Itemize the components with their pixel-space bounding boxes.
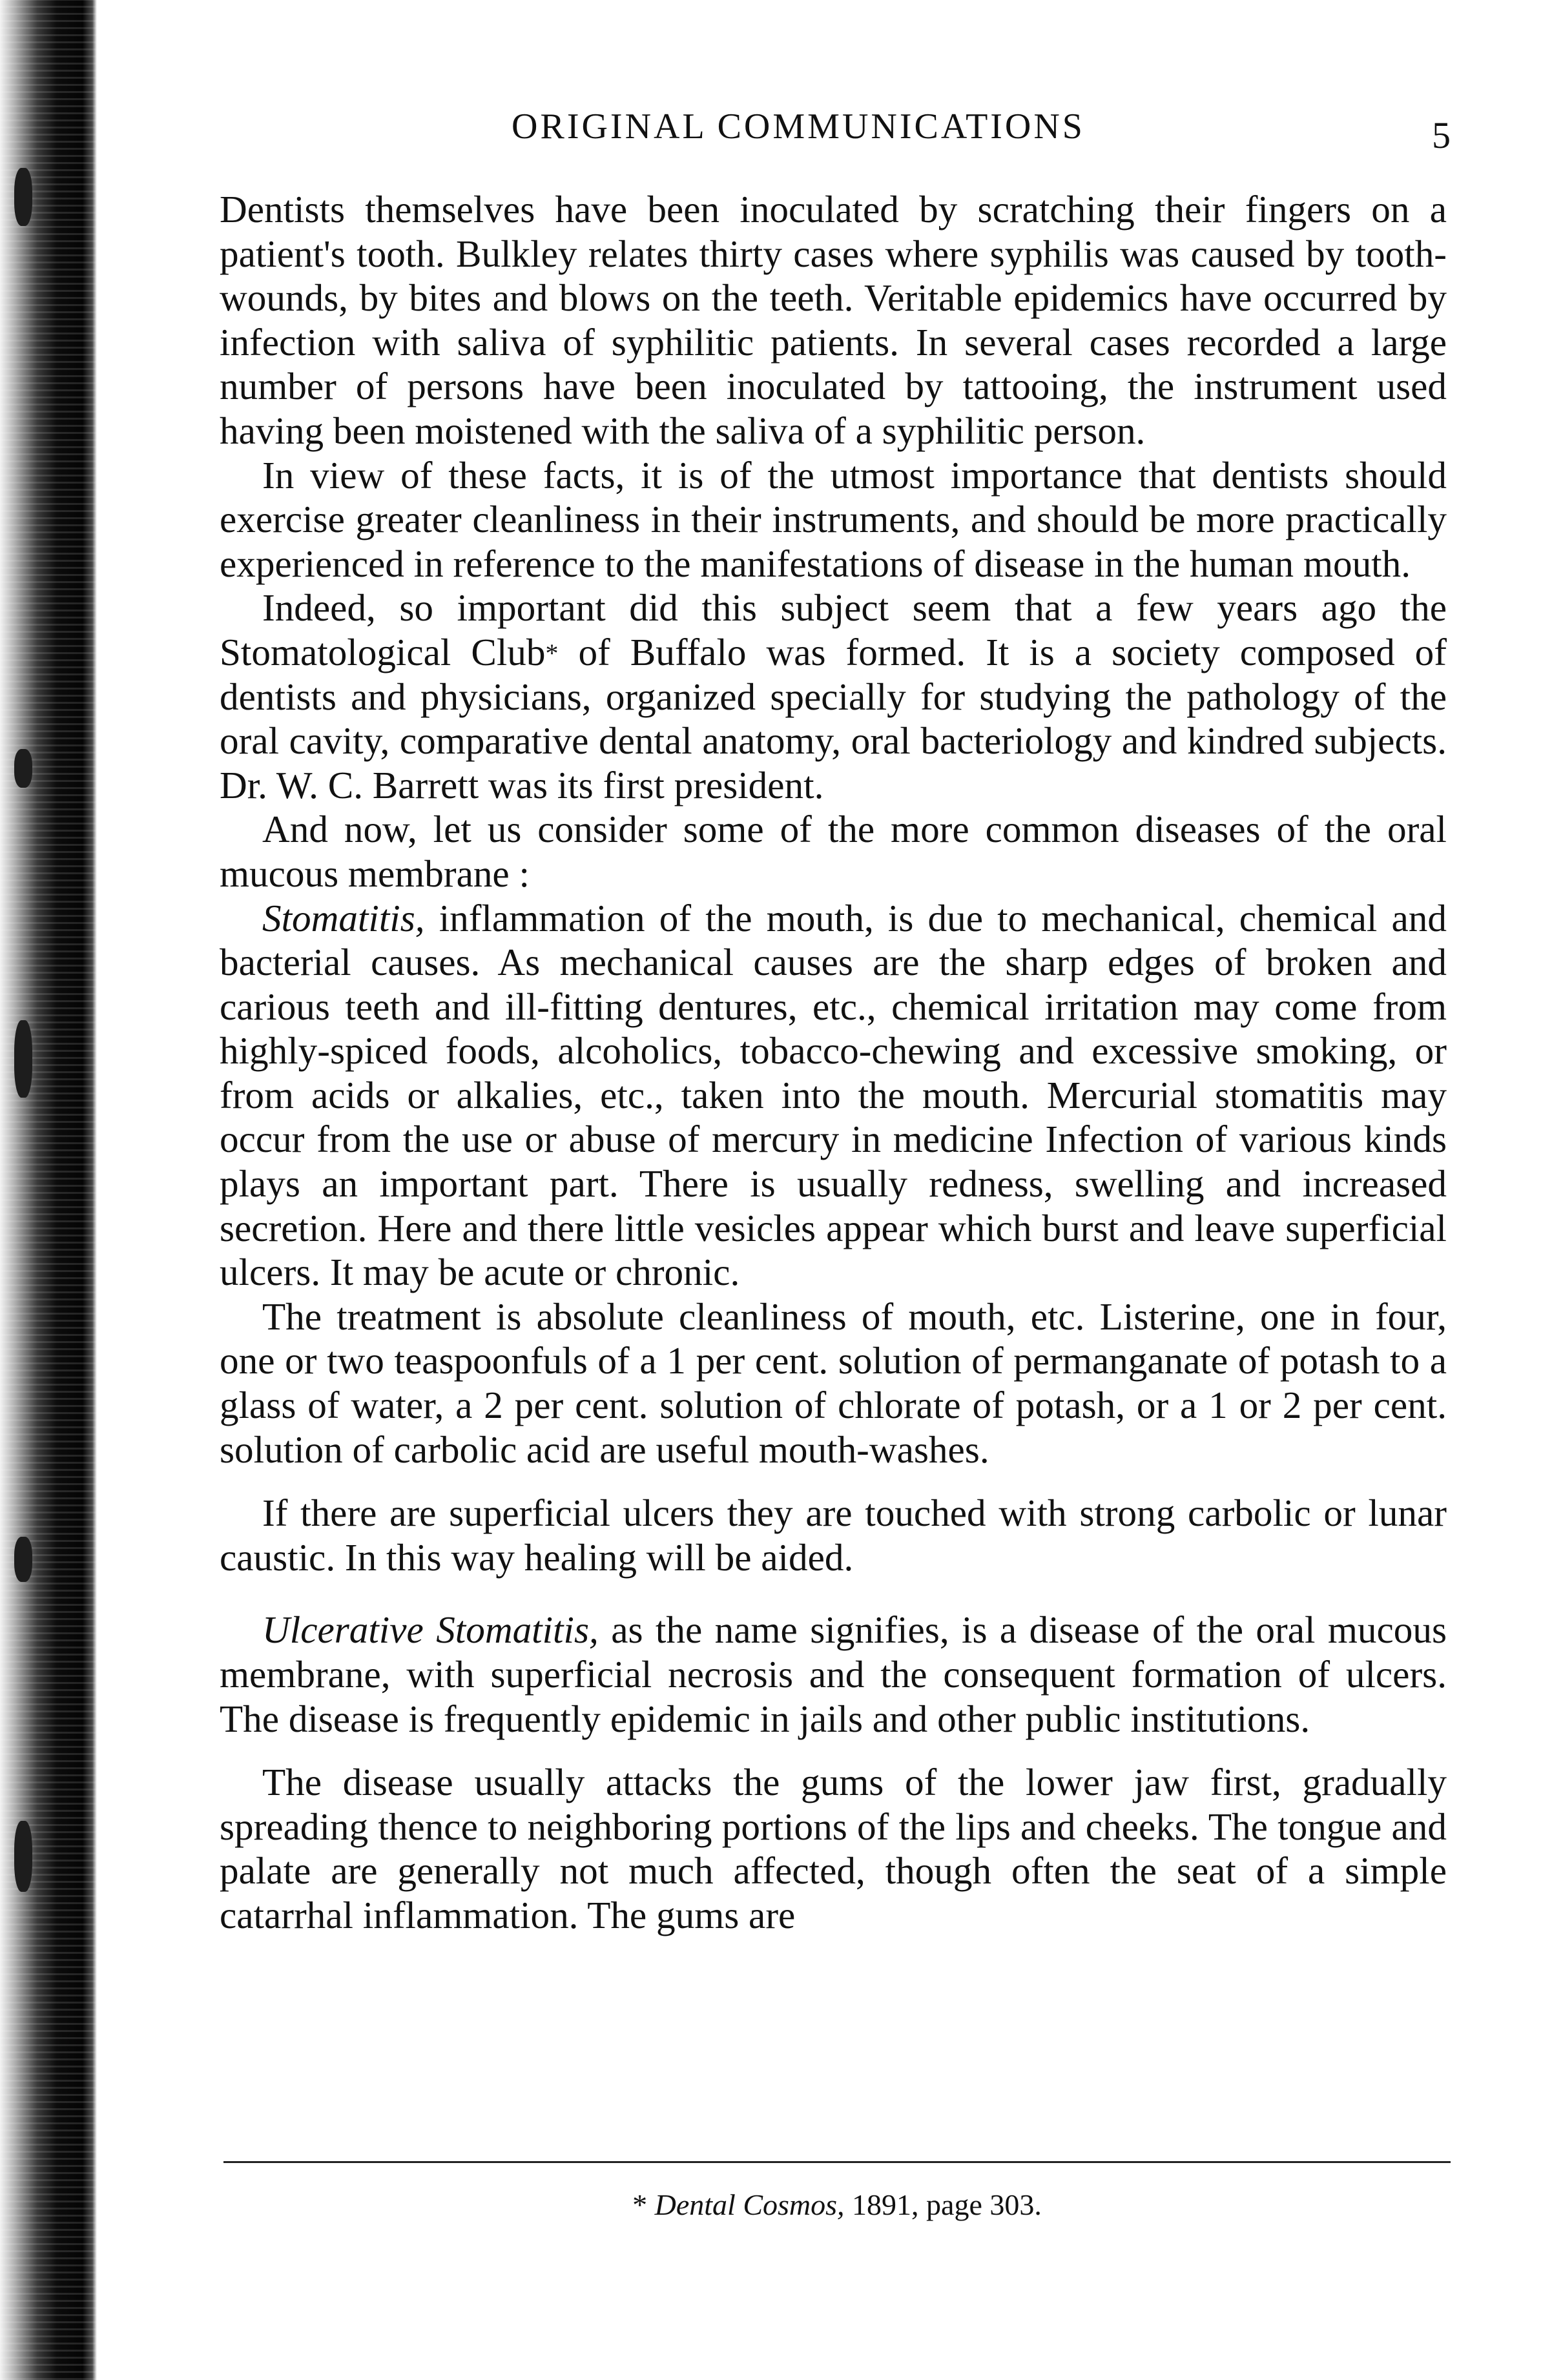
paragraph-inoculation: [220, 187, 1447, 453]
scan-speck: [14, 1821, 32, 1892]
paragraph-text: as the name signifies, is a disease of the oral mucous membrane, with superficial necrosis and the consequent formation of ulcers. The disease is frequently epidemic in jails and other public institutions.: [220, 1608, 1447, 1740]
paragraph-text: And now, let us consider some of the more common diseases of the oral mucous membrane :: [220, 808, 1447, 895]
paragraph-text: inflammation of the mouth, is due to mechanical, chemical and bacterial causes. As mechanical causes are the sharp edges of broken and carious teeth and ill-fitting dentures, etc., chemical irritation may come from highly-spiced foods, alcoholics, tobacco-chewing and excessive smoking, or from acids or alkalies, etc., taken into the mouth. Mercurial stomatitis may occur from the use or abuse of mercury in medicine Infection of various kinds plays an important part. There is usually redness, swelling and increased secretion. Here and there little vesicles appear which burst and leave superficial ulcers. It may be acute or chronic.: [220, 896, 1447, 1294]
page-number: 5: [1432, 114, 1451, 156]
paragraph-ulcerative-stomatitis: [220, 1608, 1447, 1741]
paragraph-common-diseases: [220, 807, 1447, 896]
scan-speck: [14, 1537, 32, 1582]
scan-speck: [14, 1020, 32, 1098]
footnote: [223, 2188, 1451, 2222]
paragraph-text: Dentists themselves have been inoculated by scratching their fingers on a patient's tooth. Bulkley relates thirty cases where syphilis was caused by tooth-wounds, by bites and blows on the teeth. Veritable epidemics have occurred by infection with saliva of syphilitic patients. In several cases recorded a large number of persons have been inoculated by tattooing, the instrument used having been moistened with the saliva of a syphilitic person.: [220, 188, 1447, 452]
footnote-source: Dental Cosmos,: [654, 2188, 845, 2221]
term-ulcerative-stomatitis: Ulcerative Stomatitis,: [262, 1608, 599, 1652]
footnote-detail: 1891, page 303.: [844, 2188, 1042, 2221]
footnote-mark: *: [632, 2188, 648, 2221]
paragraph-text: The disease usually attacks the gums of the lower jaw first, gradually spreading thence to neighboring portions of the lips and cheeks. The tongue and palate are generally not much affected, though often the seat of a simple catarrhal inflammation. The gums are: [220, 1761, 1447, 1936]
footnote-rule: [223, 2161, 1451, 2163]
paragraph-disease-course: [220, 1760, 1447, 1937]
scan-speck: [14, 749, 32, 788]
paragraph-superficial-ulcers: [220, 1491, 1447, 1579]
paragraph-stomatitis: [220, 896, 1447, 1295]
paragraph-text: The treatment is absolute cleanliness of mouth, etc. Listerine, one in four, one or two teaspoonfuls of a 1 per cent. solution of permanganate of potash to a glass of water, a 2 per cent. solution of chlorate of potash, or a 1 or 2 per cent. solution of carbolic acid are useful mouth-washes.: [220, 1295, 1447, 1471]
page-header: [223, 97, 1451, 155]
paragraph-view-of-facts: [220, 453, 1447, 586]
body-text: [220, 187, 1447, 1938]
paragraph-treatment: [220, 1295, 1447, 1472]
paragraph-text: of Buffalo was formed. It is a society composed of dentists and physicians, organized specially for studying the pathology of the oral cavity, comparative dental anatomy, oral bacteriology and kindred subjects. Dr. W. C. Barrett was its first president.: [220, 630, 1447, 806]
footnote-reference: *: [545, 638, 559, 668]
scan-speck: [14, 168, 32, 226]
paragraph-text: In view of these facts, it is of the utmost importance that dentists should exercise greater cleanliness in their instruments, and should be more practically experienced in reference to the manifestations of disease in the human mouth.: [220, 453, 1447, 585]
term-stomatitis: Stomatitis,: [262, 896, 425, 939]
paragraph-text: Indeed, so important did this subject seem that a few years ago the Stomatological Club: [220, 586, 1447, 673]
running-head: ORIGINAL COMMUNICATIONS: [512, 107, 1085, 147]
scan-binding-edge: [0, 0, 97, 2380]
paragraph-text: If there are superficial ulcers they are touched with strong carbolic or lunar caustic. In this way healing will be aided.: [220, 1492, 1447, 1579]
paragraph-stomatological-club: [220, 586, 1447, 807]
